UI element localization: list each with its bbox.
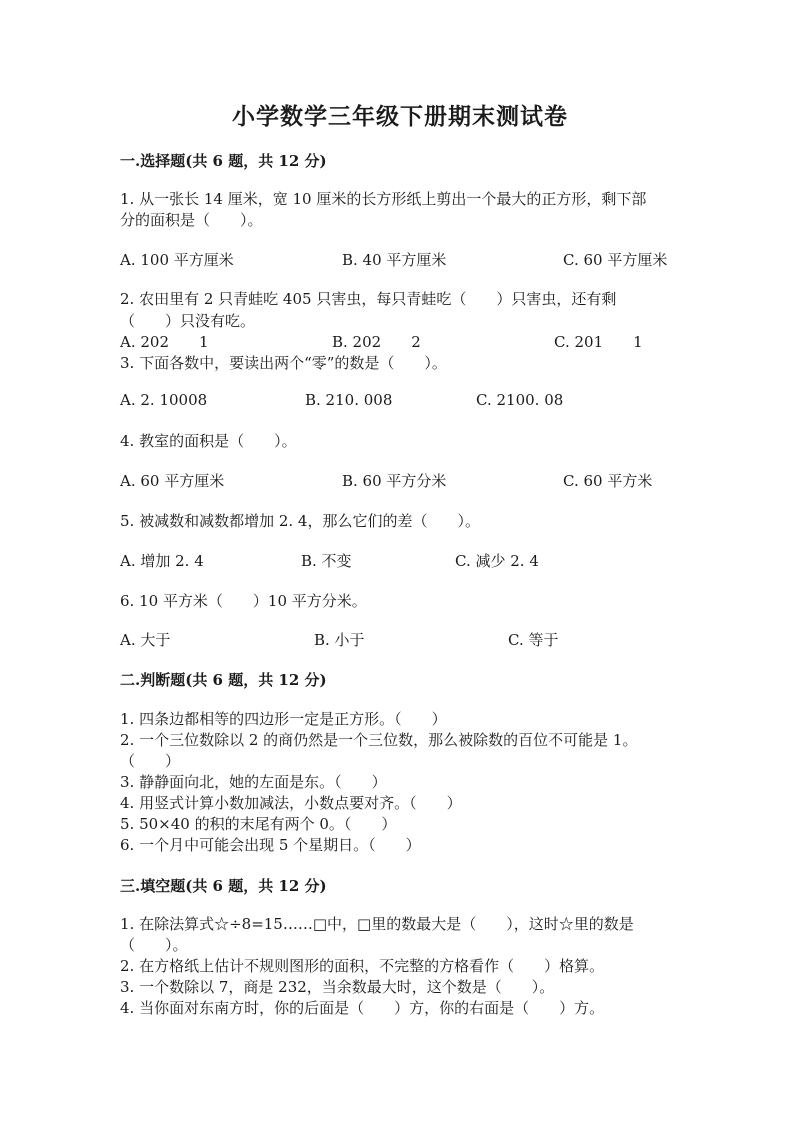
question-4-line-1: 4. 教室的面积是（ ）。	[120, 432, 297, 450]
section-heading-choice: 一.选择题(共 6 题，共 12 分)	[120, 152, 327, 170]
question-3-option-b: B. 210. 008	[305, 391, 393, 409]
question-6-option-a: A. 大于	[120, 631, 171, 649]
question-5-option-a: A. 增加 2. 4	[120, 552, 204, 570]
question-1-line-2: 分的面积是（ ）。	[120, 211, 263, 229]
judge-line-6: 5. 50×40 的积的末尾有两个 0。（ ）	[120, 815, 397, 833]
question-2-option-c: C. 201 1	[554, 333, 643, 351]
question-5-option-b: B. 不变	[301, 552, 352, 570]
question-3-option-c: C. 2100. 08	[476, 391, 564, 409]
question-2-option-b: B. 202 2	[332, 333, 421, 351]
fill-line-4: 3. 一个数除以 7，商是 232，当余数最大时，这个数是（ ）。	[120, 978, 555, 996]
judge-line-1: 1. 四条边都相等的四边形一定是正方形。（ ）	[120, 710, 447, 728]
judge-line-3: （ ）	[120, 752, 181, 770]
question-1-option-c: C. 60 平方厘米	[563, 251, 668, 269]
question-2-line-2: （ ）只没有吃。	[120, 312, 256, 330]
question-1-option-a: A. 100 平方厘米	[120, 251, 234, 269]
question-1-line-1: 1. 从一张长 14 厘米，宽 10 厘米的长方形纸上剪出一个最大的正方形，剩下部	[120, 190, 647, 208]
fill-line-5: 4. 当你面对东南方时，你的后面是（ ）方，你的右面是（ ）方。	[120, 999, 605, 1017]
question-3-line-1: 3. 下面各数中，要读出两个“零”的数是（ ）。	[120, 354, 447, 372]
judge-line-4: 3. 静静面向北，她的左面是东。（ ）	[120, 773, 387, 791]
question-4-option-b: B. 60 平方分米	[342, 472, 447, 490]
question-6-line-1: 6. 10 平方米（ ）10 平方分米。	[120, 592, 367, 610]
question-6-option-b: B. 小于	[314, 631, 365, 649]
question-1-option-b: B. 40 平方厘米	[342, 251, 447, 269]
question-3-option-a: A. 2. 10008	[120, 391, 208, 409]
section-heading-judge: 二.判断题(共 6 题，共 12 分)	[120, 671, 327, 689]
fill-line-3: 2. 在方格纸上估计不规则图形的面积，不完整的方格看作（ ）格算。	[120, 957, 605, 975]
question-2-line-1: 2. 农田里有 2 只青蛙吃 405 只害虫，每只青蛙吃（ ）只害虫，还有剩	[120, 290, 617, 308]
question-4-option-c: C. 60 平方米	[563, 472, 653, 490]
question-5-line-1: 5. 被减数和减数都增加 2. 4，那么它们的差（ ）。	[120, 512, 480, 530]
fill-line-1: 1. 在除法算式☆÷8=15……□中，□里的数最大是（ ），这时☆里的数是	[120, 915, 634, 933]
question-5-option-c: C. 减少 2. 4	[455, 552, 539, 570]
page-title: 小学数学三年级下册期末测试卷	[232, 103, 568, 130]
question-6-option-c: C. 等于	[508, 631, 559, 649]
judge-line-2: 2. 一个三位数除以 2 的商仍然是一个三位数，那么被除数的百位不可能是 1。	[120, 731, 638, 749]
fill-line-2: （ ）。	[120, 936, 188, 954]
section-heading-fill: 三.填空题(共 6 题，共 12 分)	[120, 877, 327, 895]
question-4-option-a: A. 60 平方厘米	[120, 472, 225, 490]
judge-line-7: 6. 一个月中可能会出现 5 个星期日。（ ）	[120, 836, 421, 854]
question-2-option-a: A. 202 1	[120, 333, 209, 351]
judge-line-5: 4. 用竖式计算小数加减法，小数点要对齐。（ ）	[120, 794, 462, 812]
